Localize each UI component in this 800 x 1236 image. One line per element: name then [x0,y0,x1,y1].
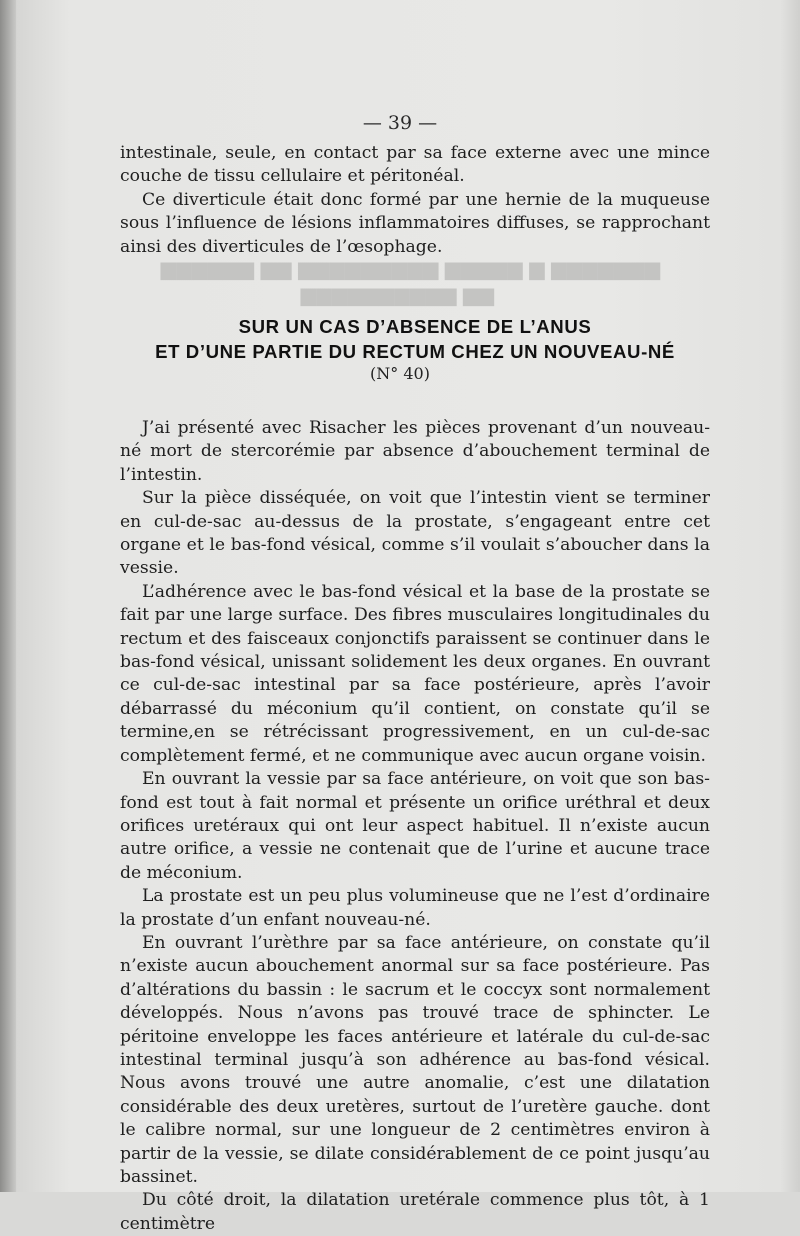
opening-text [120,142,710,259]
paragraph: Ce diverticule était donc formé par une hernie de la muqueuse sous l’influence de lésions inflammatoires diffuses, se rapprochant ainsi des diverticules de l’œsophage. [120,189,710,257]
title-line-2: ET D’UNE PARTIE DU RECTUM CHEZ UN NOUVEAU-NÉ [155,341,675,362]
article-body [120,417,710,1236]
paragraph: L’adhérence avec le bas-fond vésical et la base de la prostate se fait par une large surface. Des fibres musculaires longitudinales du rectum et des faisceaux conjonctifs paraissent se continuer dans le bas-fond vésical, unissant solidement les deux organes. En ouvrant ce cul-de-sac intestinal par sa face postérieure, après l’avoir débarrassé du méconium qu’il contient, on constate qu’il se termine,en se rétrécissant progressivement, en un cul-de-sac complètement fermé, et ne communique avec aucun organe voisin. [120,581,710,766]
article-title [110,314,720,364]
paragraph: En ouvrant l’urèthre par sa face antérieure, on constate qu’il n’existe aucun abouchement anormal sur sa face postérieure. Pas d’altérations du bassin : le sacrum et le coccyx sont normalement développés. Nous n’avons pas trouvé trace de sphincter. Le péritoine enveloppe les faces antérieure et latérale du cul-de-sac intestinal terminal jusqu’à son adhérence au bas-fond vésical. Nous avons trouvé une autre anomalie, c’est une dilatation considérable des deux uretères, surtout de l’uretère gauche. dont le calibre normal, sur une longueur de 2 centimètres environ à partir de la vessie, se dilate considérablement de ce point jusqu’au bassinet. [120,932,710,1187]
paragraph: En ouvrant la vessie par sa face antérieure, on voit que son bas-fond est tout à fait normal et présente un orifice uréthral et deux orifices uretéraux qui ont leur aspect habituel. Il n’existe aucun autre orifice, a vessie ne contenait que de l’urine et aucune trace de méconium. [120,769,710,883]
page-number: — 39 — [362,112,438,134]
paragraph: Sur la pièce disséquée, on voit que l’intestin vient se terminer en cul-de-sac au-dessus de la prostate, s’engageant entre cet organe et le bas-fond vésical, comme s’il voulait s’aboucher dans la vessie. [120,488,710,579]
book-spine-shadow [0,0,16,1192]
paragraph-continuation: intestinale, seule, en contact par sa face externe avec une mince couche de tissu cellulaire et péritonéal. [120,143,710,187]
article-number: (N° 40) [370,364,430,383]
paragraph: J’ai présenté avec Risacher les pièces provenant d’un nouveau-né mort de stercorémie par absence d’abouchement terminal de l’intestin. [120,418,710,485]
bleed-through-subheading: ▆▆ ▆▆▆▆▆▆▆▆▆▆ [300,285,494,306]
paragraph: Du côté droit, la dilatation uretérale commence plus tôt, à 1 centimètre [120,1190,710,1234]
bleed-through-heading: ▆▆▆▆▆▆▆ ▆ ▆▆▆▆▆ ▆▆▆▆▆▆▆▆▆ ▆▆ ▆▆▆▆▆▆ [160,259,660,280]
title-line-1: SUR UN CAS D’ABSENCE DE L’ANUS [238,316,592,337]
paragraph: La prostate est un peu plus volumineuse que ne l’est d’ordinaire la prostate d’un enfant nouveau-né. [120,886,710,930]
